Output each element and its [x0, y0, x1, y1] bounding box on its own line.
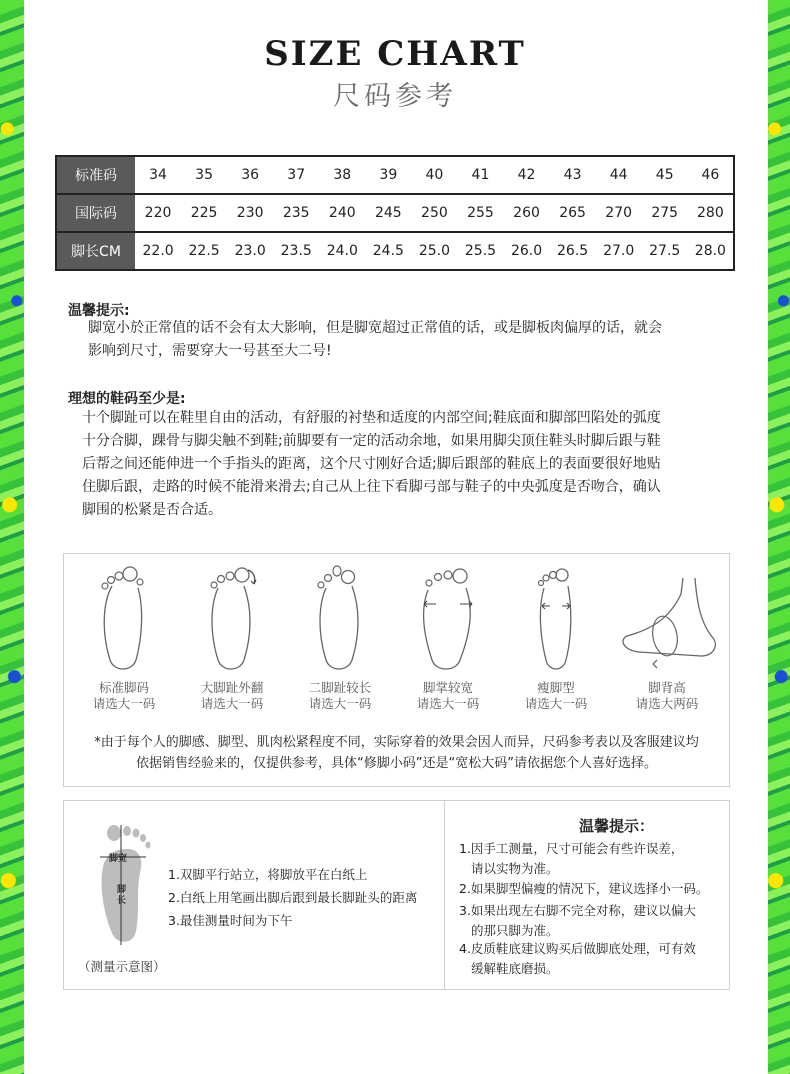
size-cell: 34 [135, 156, 181, 194]
size-cell: 24.5 [372, 243, 404, 259]
size-cell: 260 [504, 194, 550, 232]
narrow-foot-icon [526, 564, 586, 676]
foot-type-high-instep [609, 564, 725, 712]
tips2-title: 温馨提示： [578, 817, 654, 835]
size-cell: 265 [550, 194, 596, 232]
disclaimer-line: 依据销售经验来的，仅提供参考，具体“修脚小码”还是“宽松大码”请依据您个人喜好选择。 [136, 756, 657, 771]
size-cell: 230 [227, 194, 273, 232]
size-cell: 22.5 [188, 243, 220, 259]
size-cell: 27.0 [603, 243, 635, 259]
size-cell: 40 [411, 156, 457, 194]
ideal-line: 脚围的松紧是否合适。 [82, 502, 222, 518]
foot-type-advice: 请选大一码 [524, 696, 588, 711]
foot-width-label: 脚宽 [109, 854, 128, 864]
ideal-title: 理想的鞋码至少是: [68, 391, 186, 407]
foot-type-advice: 请选大两码 [635, 696, 699, 711]
size-cell: 225 [181, 194, 227, 232]
ideal-line: 十个脚趾可以在鞋里自由的活动，有舒服的衬垫和适度的内部空间;鞋底面和脚部凹陷处的弧度 [82, 410, 661, 426]
ideal-line: 后帮之间还能伸进一个手指头的距离，这个尺寸刚好合适;脚后跟部的鞋底上的表面要很好地贴 [82, 456, 661, 472]
size-cell: 46 [688, 156, 734, 194]
measure-caption: （测量示意图） [78, 959, 166, 974]
size-table [55, 155, 735, 271]
size-cell: 280 [688, 194, 734, 232]
foot-type-name: 瘦脚型 [537, 680, 575, 695]
warm-tip-title: 温馨提示: [68, 303, 130, 319]
size-row [56, 232, 734, 270]
tips2-item [459, 879, 729, 899]
high-instep-foot-icon [609, 564, 725, 676]
foot-type-bunion [182, 564, 282, 712]
foot-type-long-second-toe [290, 564, 390, 712]
foot-type-name: 二脚趾较长 [308, 680, 372, 695]
foot-type-name: 脚掌较宽 [422, 680, 473, 695]
tips2-item [459, 901, 729, 941]
right-decorative-border [768, 0, 790, 1074]
size-cell: 245 [365, 194, 411, 232]
foot-type-advice: 请选大一码 [92, 696, 156, 711]
tips2-line: 1.因手工测量，尺寸可能会有些许误差， [459, 841, 684, 856]
size-cell: 25.0 [418, 243, 450, 259]
foot-type-name: 脚背高 [648, 680, 686, 695]
tips2-line: 2.如果脚型偏瘦的情况下，建议选择小一码。 [459, 881, 709, 896]
size-cell: 22.0 [142, 243, 174, 259]
size-row-label: 标准码 [56, 156, 135, 194]
size-cell: 44 [596, 156, 642, 194]
size-cell: 36 [227, 156, 273, 194]
foot-type-name: 标准脚码 [98, 680, 149, 695]
bunion-foot-icon [202, 564, 262, 676]
size-cell: 43 [550, 156, 596, 194]
size-cell: 26.0 [510, 243, 543, 259]
long-second-toe-foot-icon [310, 564, 370, 676]
foot-type-narrow [506, 564, 606, 712]
tips2-item [459, 939, 729, 979]
size-cell: 38 [319, 156, 365, 194]
panel-divider [444, 801, 445, 989]
foot-type-standard [74, 564, 174, 712]
tips2-line: 的那只脚为准。 [471, 923, 559, 938]
size-cell: 42 [504, 156, 550, 194]
size-cell: 28.0 [694, 243, 726, 259]
foot-type-advice: 请选大一码 [308, 696, 372, 711]
size-row-label: 脚长CM [56, 232, 135, 270]
foot-type-name: 大脚趾外翻 [200, 680, 264, 695]
size-cell: 235 [273, 194, 319, 232]
size-cell: 41 [457, 156, 503, 194]
size-cell: 39 [365, 156, 411, 194]
foot-type-wide-forefoot [398, 564, 498, 712]
warm-tip-text [88, 317, 718, 363]
foot-type-advice: 请选大一码 [416, 696, 480, 711]
size-cell: 240 [319, 194, 365, 232]
size-cell: 23.0 [234, 243, 266, 259]
standard-foot-icon [94, 564, 154, 676]
size-cell: 25.5 [464, 243, 497, 259]
title-cn: 尺码参考 [333, 81, 457, 112]
size-cell: 220 [135, 194, 181, 232]
size-row [56, 194, 734, 232]
tips2-line: 4.皮质鞋底建议购买后做脚底处理，可有效 [459, 941, 696, 956]
size-row-label: 国际码 [56, 194, 135, 232]
warm-tip-line: 脚宽小於正常值的话不会有太大影响，但是脚宽超过正常值的话，或是脚板肉偏厚的话，就会 [88, 320, 662, 336]
disclaimer-line: *由于每个人的脚感、脚型、肌肉松紧程度不同，实际穿着的效果会因人而异，尺码参考表以及客服建议均 [94, 735, 699, 750]
size-cell: 27.5 [649, 243, 681, 259]
wide-forefoot-icon [416, 564, 480, 676]
measure-step: 3.最佳测量时间为下午 [168, 913, 293, 928]
foot-type-advice: 请选大一码 [200, 696, 264, 711]
title-en: SIZE CHART [264, 34, 526, 74]
tips2-line: 缓解鞋底磨损。 [471, 961, 559, 976]
size-cell: 24.0 [326, 243, 358, 259]
size-row [56, 156, 734, 194]
size-cell: 23.5 [280, 243, 312, 259]
ideal-line: 住脚后跟，走路的时候不能滑来滑去;自己从上往下看脚弓部与鞋子的中央弧度是否吻合，确认 [82, 479, 661, 495]
ideal-text [82, 407, 712, 522]
warm-tip-line: 影响到尺寸，需要穿大一号甚至大二号! [88, 343, 332, 359]
size-cell: 26.5 [557, 243, 589, 259]
left-decorative-border [0, 0, 24, 1074]
size-cell: 270 [596, 194, 642, 232]
foot-types-panel [63, 553, 730, 787]
size-cell: 275 [642, 194, 688, 232]
size-cell: 45 [642, 156, 688, 194]
measure-step: 1.双脚平行站立，将脚放平在白纸上 [168, 867, 368, 882]
tips2-line: 请以实物为准。 [471, 861, 559, 876]
size-cell: 37 [273, 156, 319, 194]
tips2-item [459, 839, 729, 879]
size-cell: 250 [411, 194, 457, 232]
tips2-line: 3.如果出现左右脚不完全对称，建议以偏大 [459, 903, 696, 918]
measure-step: 2.白纸上用笔画出脚后跟到最长脚趾头的距离 [168, 890, 418, 905]
ideal-line: 十分合脚，踝骨与脚尖触不到鞋;前脚要有一定的活动余地，如果用脚尖顶住鞋头时脚后跟与鞋 [82, 433, 661, 449]
size-cell: 255 [457, 194, 503, 232]
size-cell: 35 [181, 156, 227, 194]
measurement-panel [63, 800, 730, 990]
foot-length-label: 脚长 [117, 885, 127, 906]
